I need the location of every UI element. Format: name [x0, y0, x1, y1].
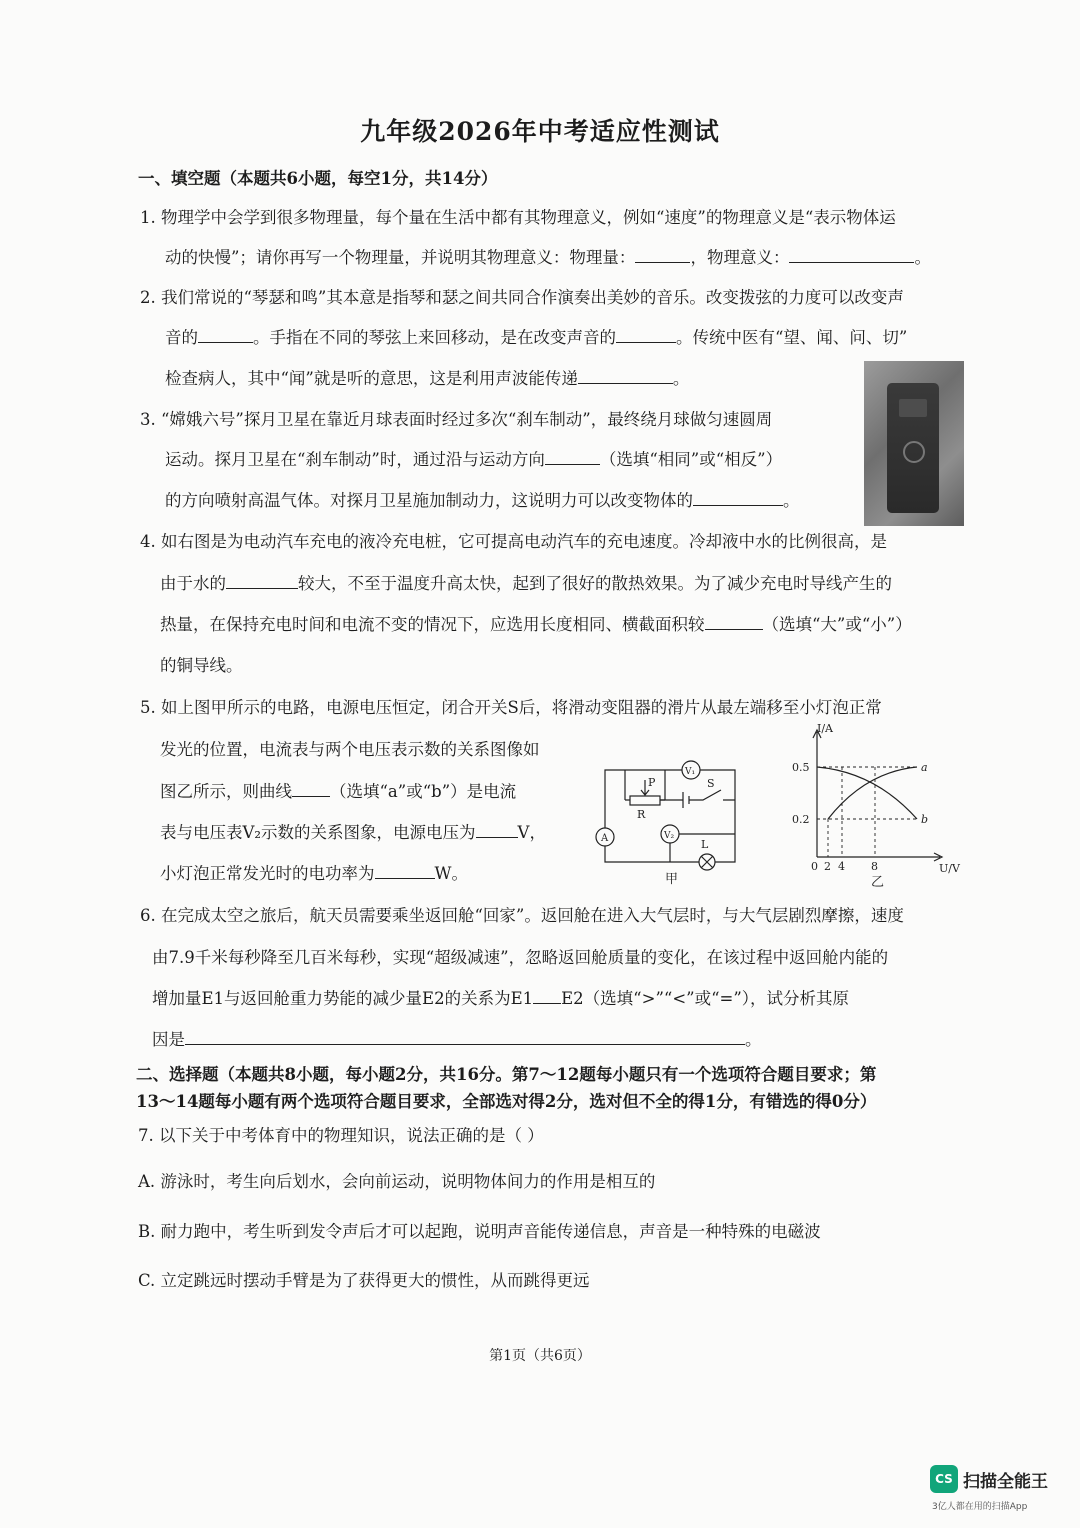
charging-pile-photo	[864, 361, 964, 526]
y-tick-02: 0.2	[792, 813, 810, 826]
page-footer: 第1页（共6页）	[489, 1348, 591, 1364]
camscanner-watermark	[930, 1463, 1060, 1515]
q6-line2: 由7.9千米每秒降至几百米每秒，实现“超级减速”，忽略返回舱质量的变化，在该过程中返回舱内能的	[152, 948, 889, 967]
charging-pile	[887, 383, 939, 513]
x-axis-label: U/V	[939, 862, 960, 875]
answer-blank[interactable]	[545, 449, 600, 465]
q5-line1: 5. 如上图甲所示的电路，电源电压恒定，闭合开关S后，将滑动变阻器的滑片从最左端移至小灯泡正常	[140, 698, 882, 717]
x-tick-4: 4	[838, 860, 845, 873]
q7-option-a[interactable]: A. 游泳时，考生向后划水，会向前运动，说明物体间力的作用是相互的	[138, 1172, 656, 1191]
q5-line2: 发光的位置，电流表与两个电压表示数的关系图像如	[160, 740, 540, 759]
q6-line3: 增加量E1与返回舱重力势能的减少量E2的关系为E1 E2（选填“>”“<”或“=”），试分析其原	[152, 989, 850, 1008]
answer-blank[interactable]	[476, 822, 518, 838]
section-heading-choice-1: 二、选择题（本题共8小题，每小题2分，共16分。第7～12题每小题只有一个选项符合题目要求；第	[136, 1065, 877, 1084]
answer-blank[interactable]	[292, 781, 330, 797]
curve-a	[828, 767, 917, 819]
q5-line3: 图乙所示，则曲线 （选填“a”或“b”）是电流	[160, 782, 517, 801]
q2-line1: 2. 我们常说的“琴瑟和鸣”其本意是指琴和瑟之间共同合作演奏出美妙的音乐。改变拨弦的力度可以改变声	[140, 288, 904, 307]
section-heading-choice-2: 13～14题每小题有两个选项符合题目要求，全部选对得2分，选对但不全的得1分，有错选的得0分）	[136, 1092, 877, 1111]
camscanner-logo-icon: CS	[930, 1465, 958, 1493]
q4-line2: 由于水的 较大，不至于温度升高太快，起到了很好的散热效果。为了减少充电时导线产生的	[160, 574, 892, 593]
q4-line3: 热量，在保持充电时间和电流不变的情况下，应选用长度相同、横截面积较 （选填“大”或“小”）	[160, 615, 912, 634]
q2-line3: 检查病人，其中“闻”就是听的意思，这是利用声波能传递 。	[165, 369, 690, 388]
answer-blank[interactable]	[705, 614, 763, 630]
watermark-tagline: 3亿人都在用的扫描App	[932, 1502, 1028, 1512]
q4-line1: 4. 如右图是为电动汽车充电的液冷充电桩，它可提高电动汽车的充电速度。冷却液中水的比例很高，是	[140, 532, 887, 551]
answer-blank[interactable]	[635, 247, 690, 263]
q1-line1: 1. 物理学中会学到很多物理量，每个量在生活中都有其物理意义，例如“速度”的物理意义是“表示物体运	[140, 208, 896, 227]
x-tick-2: 2	[824, 860, 831, 873]
q7-option-b[interactable]: B. 耐力跑中，考生听到发令声后才可以起跑，说明声音能传递信息，声音是一种特殊的电磁波	[138, 1222, 821, 1241]
label-r: R	[637, 808, 646, 821]
q7-option-c[interactable]: C. 立定跳远时摆动手臂是为了获得更大的惯性，从而跳得更远	[138, 1271, 590, 1290]
q6-line4: 因是 。	[152, 1030, 762, 1049]
answer-blank[interactable]	[533, 988, 561, 1004]
rheostat-icon	[630, 796, 660, 805]
q4-line4: 的铜导线。	[160, 656, 243, 675]
q2-line2: 音的 。手指在不同的琴弦上来回移动，是在改变声音的 。传统中医有“望、闻、问、切”	[165, 328, 908, 347]
battery-switch	[660, 790, 735, 808]
answer-blank[interactable]	[693, 490, 783, 506]
label-l: L	[701, 838, 709, 851]
voltmeter-v1-label: V₁	[685, 767, 696, 777]
label-p: P	[648, 776, 656, 789]
q6-line1: 6. 在完成太空之旅后，航天员需要乘坐返回舱“回家”。返回舱在进入大气层时，与大气层剧烈摩擦，速度	[140, 906, 904, 925]
graph-caption: 乙	[871, 875, 885, 890]
answer-blank[interactable]	[375, 863, 435, 879]
q7-stem: 7. 以下关于中考体育中的物理知识，说法正确的是（ ）	[138, 1126, 544, 1145]
x-tick-0: 0	[811, 860, 818, 873]
answer-blank[interactable]	[226, 573, 298, 589]
curve-b-label: b	[921, 813, 929, 826]
watermark-name: 扫描全能王	[963, 1472, 1048, 1492]
circuit-diagram	[585, 752, 745, 887]
answer-blank[interactable]	[789, 247, 914, 263]
answer-blank[interactable]	[198, 327, 253, 343]
iu-graph	[792, 722, 960, 890]
section-heading-fill-in: 一、填空题（本题共6小题，每空1分，共14分）	[138, 169, 498, 188]
q5-line4: 表与电压表V₂示数的关系图象，电源电压为 V，	[160, 823, 546, 842]
ammeter-label: A	[601, 833, 609, 844]
label-s: S	[707, 777, 715, 790]
y-tick-05: 0.5	[792, 761, 810, 774]
pile-screen	[899, 399, 927, 417]
q3-line1: 3. “嫦娥六号”探月卫星在靠近月球表面时经过多次“刹车制动”，最终绕月球做匀速圆周	[140, 410, 773, 429]
x-axis	[817, 853, 942, 861]
curve-a-label: a	[921, 761, 928, 774]
y-axis	[813, 730, 821, 857]
x-tick-8: 8	[871, 860, 878, 873]
voltmeter-v2-label: V₂	[664, 831, 675, 841]
answer-blank[interactable]	[616, 327, 676, 343]
curve-b	[817, 767, 917, 819]
q5-line5: 小灯泡正常发光时的电功率为 W。	[160, 864, 468, 883]
charging-plug-icon	[903, 441, 925, 463]
q3-line3: 的方向喷射高温气体。对探月卫星施加制动力，这说明力可以改变物体的 。	[165, 491, 800, 510]
answer-blank[interactable]	[578, 368, 673, 384]
y-axis-label: I/A	[817, 722, 833, 735]
q1-line2: 动的快慢”；请你再写一个物理量，并说明其物理意义：物理量： ，物理意义： 。	[165, 248, 931, 267]
circuit-caption: 甲	[665, 872, 679, 887]
q3-line2: 运动。探月卫星在“刹车制动”时，通过沿与运动方向 （选填“相同”或“相反”）	[165, 450, 783, 469]
exam-title: 九年级2026年中考适应性测试	[360, 117, 720, 146]
answer-blank[interactable]	[185, 1029, 745, 1045]
